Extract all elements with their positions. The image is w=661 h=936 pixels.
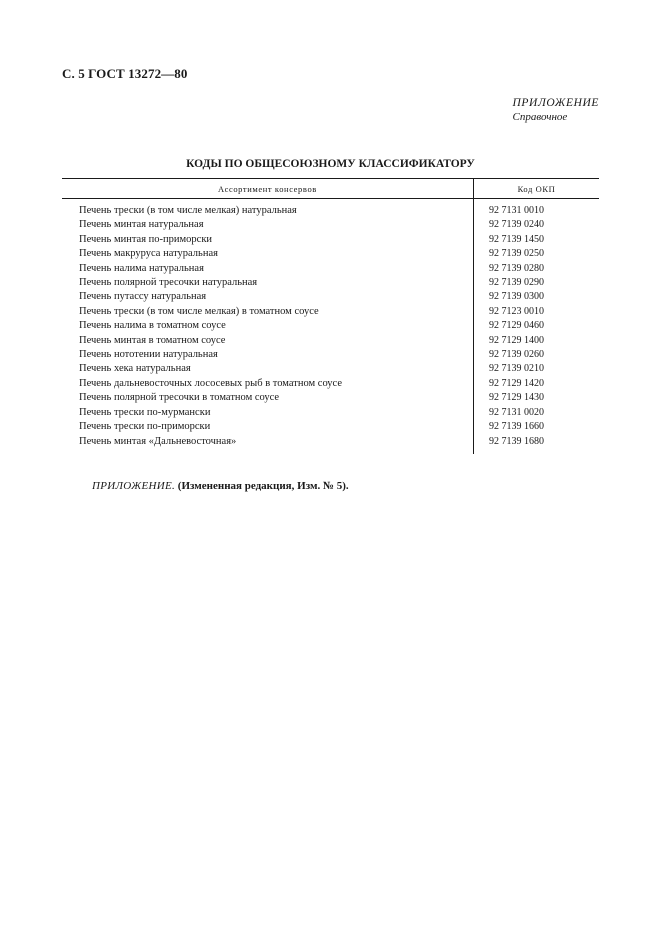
table-row [62, 420, 599, 434]
spacer-cell [474, 449, 600, 454]
product-name-cell: Печень полярной тресочки натуральная [79, 277, 258, 289]
okp-code-cell: 92 7129 1400 [474, 334, 600, 348]
table-row [62, 204, 599, 218]
product-name-cell: Печень трески по-приморски [79, 421, 211, 433]
product-name-cell: Печень трески по-мурмански [79, 406, 211, 418]
product-name-cell: Печень дальневосточных лососевых рыб в томатном соусе [79, 377, 342, 389]
okp-code-cell: 92 7139 1450 [474, 233, 600, 247]
okp-code-cell: 92 7139 0280 [474, 262, 600, 276]
revision-note-label: ПРИЛОЖЕНИЕ. [92, 480, 176, 492]
table-row [62, 406, 599, 420]
okp-code-cell: 92 7129 1420 [474, 377, 600, 391]
table-row [62, 377, 599, 391]
okp-code-cell: 92 7139 1660 [474, 420, 600, 434]
table-row [62, 305, 599, 319]
table-row [62, 334, 599, 348]
okp-code-cell: 92 7131 0010 [474, 204, 600, 218]
page-header: С. 5 ГОСТ 13272—80 [62, 66, 188, 81]
table-row [62, 233, 599, 247]
product-name-cell: Печень полярной тресочки в томатном соусе [79, 392, 280, 404]
table-row [62, 290, 599, 304]
table-header-row [62, 179, 599, 199]
table-body [62, 199, 599, 454]
okp-code-cell: 92 7129 0460 [474, 319, 600, 333]
product-name-cell: Печень налима в томатном соусе [79, 320, 226, 332]
appendix-title: ПРИЛОЖЕНИЕ [512, 97, 599, 109]
spacer-cell [62, 449, 474, 454]
okp-code-cell: 92 7139 0260 [474, 348, 600, 362]
column-header-assortment: Ассортимент консервов [62, 179, 474, 199]
appendix-subtitle: Справочное [512, 111, 568, 123]
okp-code-cell: 92 7139 0210 [474, 362, 600, 376]
codes-table [62, 178, 599, 454]
appendix-block [513, 96, 599, 124]
revision-note [92, 480, 349, 492]
revision-note-text: (Измененная редакция, Изм. № 5). [177, 480, 349, 492]
product-name-cell: Печень минтая «Дальневосточная» [79, 435, 237, 447]
table-row [62, 218, 599, 232]
okp-code-cell: 92 7139 0250 [474, 247, 600, 261]
okp-code-cell: 92 7139 0290 [474, 276, 600, 290]
table-row [62, 391, 599, 405]
okp-code-cell: 92 7131 0020 [474, 406, 600, 420]
okp-code-cell: 92 7139 0240 [474, 218, 600, 232]
product-name-cell: Печень минтая в томатном соусе [79, 334, 226, 346]
table-row [62, 247, 599, 261]
product-name-cell: Печень налима натуральная [79, 262, 204, 274]
table-spacer-row [62, 449, 599, 454]
okp-code-cell: 92 7139 0300 [474, 290, 600, 304]
table-row [62, 276, 599, 290]
product-name-cell: Печень хека натуральная [79, 363, 191, 375]
table-row [62, 348, 599, 362]
column-header-okp-code: Код ОКП [474, 179, 600, 199]
product-name-cell: Печень макруруса натуральная [79, 248, 218, 260]
table-row [62, 262, 599, 276]
okp-code-cell: 92 7123 0010 [474, 305, 600, 319]
okp-code-cell: 92 7129 1430 [474, 391, 600, 405]
product-name-cell: Печень трески (в том числе мелкая) в томатном соусе [79, 305, 319, 317]
product-name-cell: Печень путассу натуральная [79, 291, 207, 303]
product-name-cell: Печень нототении натуральная [79, 349, 218, 361]
product-name-cell: Печень минтая по-приморски [79, 233, 213, 245]
document-title: КОДЫ ПО ОБЩЕСОЮЗНОМУ КЛАССИФИКАТОРУ [186, 158, 475, 170]
product-name-cell: Печень минтая натуральная [79, 219, 204, 231]
table-row [62, 362, 599, 376]
product-name-cell: Печень трески (в том числе мелкая) натуральная [79, 205, 297, 216]
okp-code-cell: 92 7139 1680 [474, 435, 600, 449]
table-row [62, 435, 599, 449]
table-row [62, 319, 599, 333]
